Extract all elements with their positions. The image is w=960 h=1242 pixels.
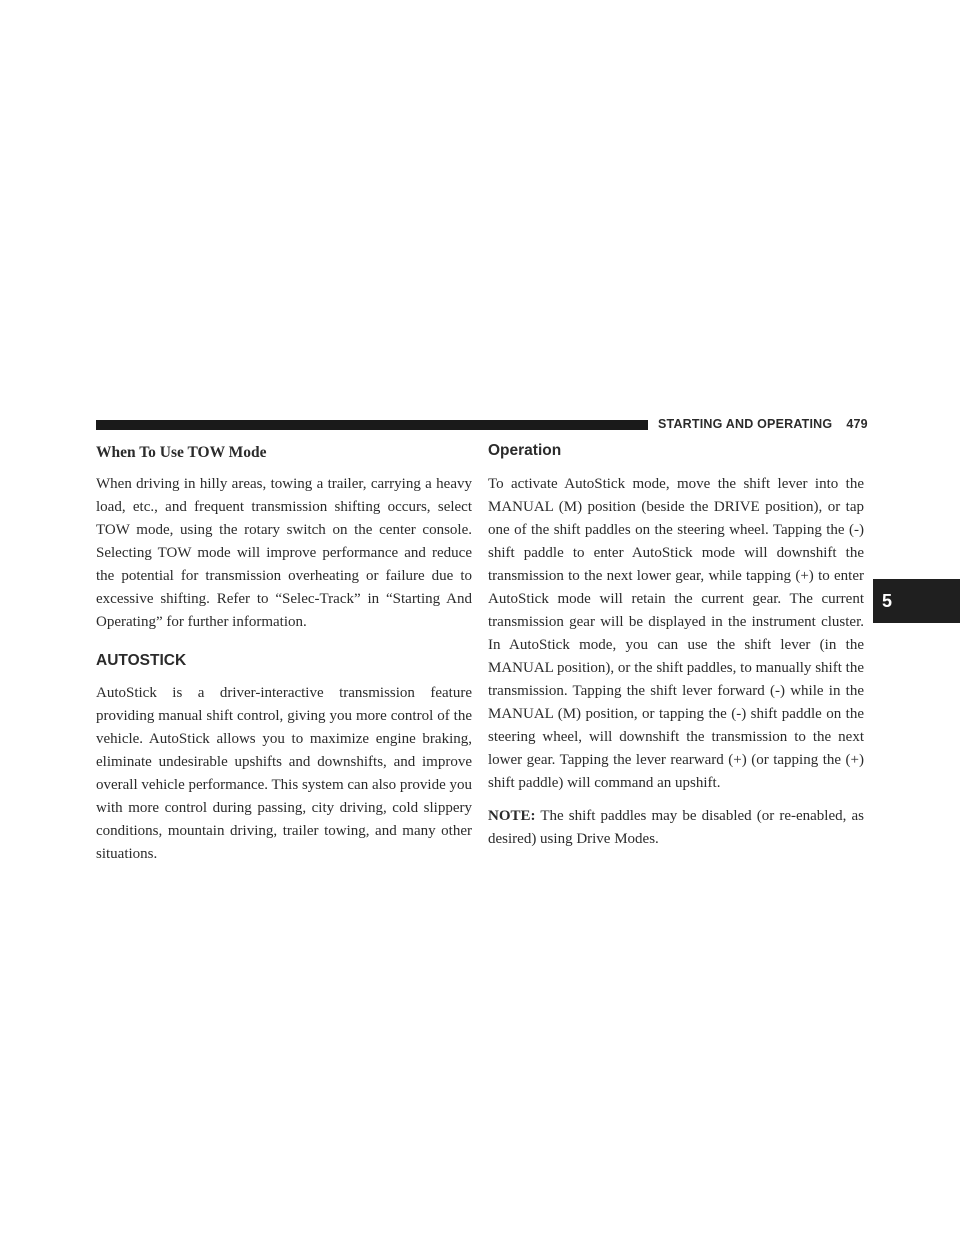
right-column (488, 442, 864, 861)
autostick-heading: AUTOSTICK (96, 652, 187, 669)
chapter-tab: 5 (873, 579, 960, 623)
note-label: NOTE: (488, 808, 536, 824)
section-title: STARTING AND OPERATING (658, 417, 833, 431)
page-number: 479 (846, 417, 868, 431)
note-paragraph (488, 805, 864, 851)
operation-paragraph: To activate AutoStick mode, move the shift lever into the MANUAL (M) position (beside the DRIVE position), or tap one of the shift paddles on the steering wheel. Tapping the (-) shift paddle to enter AutoStick mode will downshift the transmission to the next lower gear, while tapping (+) to enter AutoStick mode will retain the current gear. The current transmission gear will be displayed in the instrument cluster. In AutoStick mode, you can use the shift lever (in the MANUAL position), or the shift paddles, to manually shift the transmission. Tapping the shift lever forward (-) while in the MANUAL (M) position, or tapping the (-) shift paddle on the steering wheel, will downshift the transmission to the next lower gear. Tapping the lever rearward (+) (or tapping the (+) shift paddle) will command an upshift. (488, 476, 864, 791)
running-header (658, 417, 868, 431)
header-rule (96, 420, 648, 430)
tow-mode-heading: When To Use TOW Mode (96, 444, 267, 461)
autostick-paragraph: AutoStick is a driver-interactive transmission feature providing manual shift control, giving you more control of the vehicle. AutoStick allows you to maximize engine braking, eliminate undesirable upshifts and downshifts, and improve overall vehicle performance. This system can also provide you with more control during passing, city driving, cold slippery conditions, mountain driving, trailer towing, and many other situations. (96, 685, 472, 862)
left-column (96, 444, 472, 876)
tow-mode-paragraph: When driving in hilly areas, towing a trailer, carrying a heavy load, etc., and frequent transmission shifting occurs, select TOW mode, using the rotary switch on the center console. Selecting TOW mode will improve performance and reduce the potential for transmission overheating or failure due to excessive shifting. Refer to “Selec-Track” in “Starting And Operating” for further information. (96, 476, 472, 630)
operation-heading: Operation (488, 442, 562, 459)
note-text: The shift paddles may be disabled (or re-enabled, as desired) using Drive Modes. (488, 808, 864, 847)
